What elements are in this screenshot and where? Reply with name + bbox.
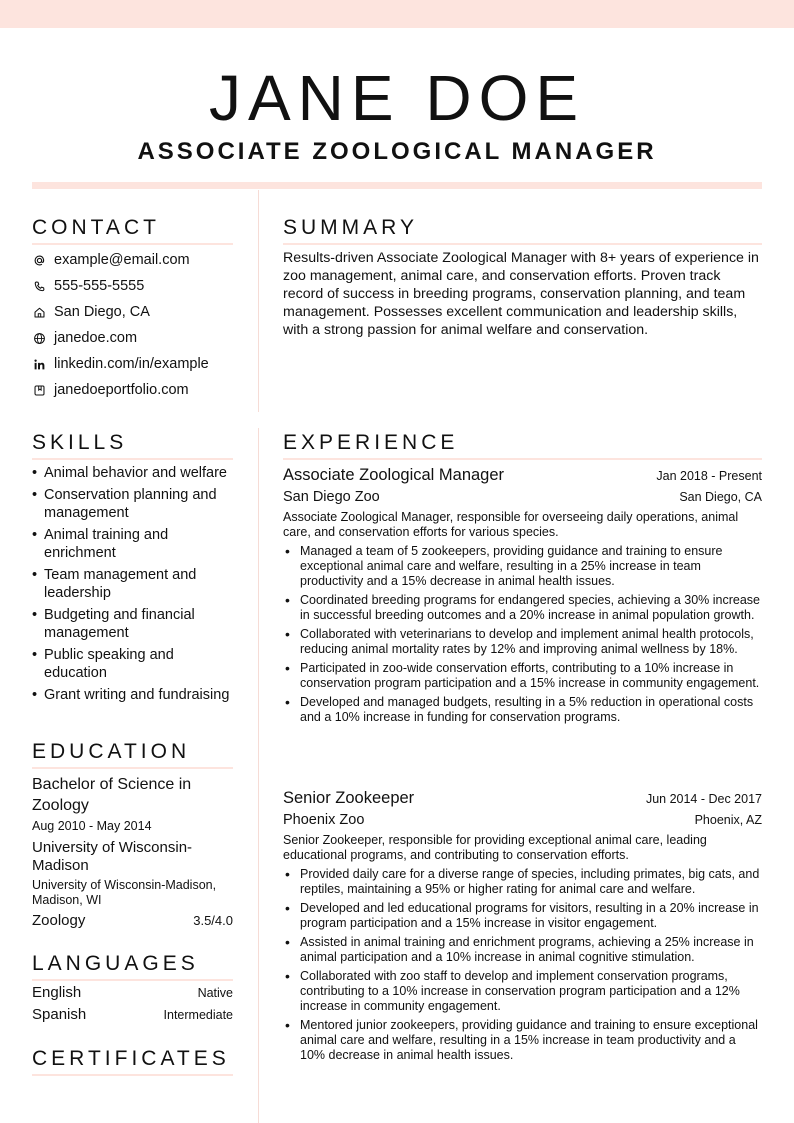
- list-item: • Animal training and enrichment: [32, 526, 237, 562]
- contact-email-text: example@email.com: [54, 252, 190, 268]
- education-degree: Bachelor of Science in Zoology: [32, 776, 192, 814]
- skills-heading: SKILLS: [32, 430, 233, 460]
- job-bullets: [283, 544, 762, 725]
- candidate-role: ASSOCIATE ZOOLOGICAL MANAGER: [137, 138, 657, 165]
- job-title-row: [283, 787, 762, 809]
- list-item: [32, 1006, 233, 1028]
- languages-list: [32, 984, 233, 1028]
- list-item: • Coordinated breeding programs for endangered species, achieving a 30% increase in successful breeding outcomes and a 20% increase in animal population growth.: [283, 593, 762, 623]
- list-item: • Conservation planning and management: [32, 486, 237, 522]
- at-icon: [32, 253, 46, 267]
- portfolio-icon: [32, 383, 46, 397]
- education-field-row: [32, 912, 233, 929]
- education-heading: EDUCATION: [32, 739, 233, 769]
- education-dates: Aug 2010 - May 2014: [32, 819, 152, 833]
- list-item: • Public speaking and education: [32, 646, 237, 682]
- job-location: San Diego, CA: [679, 490, 762, 504]
- column-divider-top: [258, 190, 259, 412]
- contact-portfolio[interactable]: [32, 377, 242, 403]
- education-field: Zoology: [32, 912, 86, 929]
- list-item: • Participated in zoo-wide conservation efforts, contributing to a 10% increase in conservation program participation and a 15% increase in community engagement.: [283, 661, 762, 691]
- job-company-row: [283, 486, 762, 508]
- list-item: • Budgeting and financial management: [32, 606, 237, 642]
- job-bullets: [283, 867, 762, 1063]
- language-name: Spanish: [32, 1006, 87, 1023]
- contact-linkedin-text: linkedin.com/in/example: [54, 356, 209, 372]
- list-item: • Mentored junior zookeepers, providing guidance and training to ensure exceptional animal care and welfare, resulting in a 15% increase in team productivity and a 10% decrease in animal health issues.: [283, 1018, 762, 1063]
- contact-linkedin[interactable]: [32, 351, 242, 377]
- job-entry-2: [283, 787, 762, 1067]
- list-item: • Assisted in animal training and enrichment programs, achieving a 25% increase in animal participation and a 10% increase in animal cognitive stimulation.: [283, 935, 762, 965]
- contact-phone-text: 555-555-5555: [54, 278, 145, 294]
- column-divider-bottom: [258, 428, 259, 1123]
- experience-heading: EXPERIENCE: [283, 430, 762, 460]
- contact-email[interactable]: [32, 247, 242, 273]
- contact-location-text: San Diego, CA: [54, 304, 150, 320]
- contact-website-text: janedoe.com: [54, 330, 138, 346]
- summary-text: Results-driven Associate Zoological Manager with 8+ years of experience in zoo management, animal care, and conservation efforts. Proven track record of success in breeding programs, conservation planning, and team management. Possesses excellent communication and leadership skills, with a strong passion for animal welfare and conservation.: [283, 250, 759, 338]
- certificates-heading: CERTIFICATES: [32, 1046, 233, 1076]
- job-dates: Jan 2018 - Present: [656, 469, 762, 483]
- contact-portfolio-text: janedoeportfolio.com: [54, 382, 189, 398]
- job-title: Associate Zoological Manager: [283, 466, 505, 484]
- candidate-name: JANE DOE: [208, 62, 586, 134]
- contact-phone[interactable]: [32, 273, 242, 299]
- job-description: Senior Zookeeper, responsible for providing exceptional animal care, leading educational programs, and contributing to conservation efforts.: [283, 833, 707, 862]
- list-item: • Developed and led educational programs for visitors, resulting in a 20% increase in program participation and a 15% increase in visitor engagement.: [283, 901, 762, 931]
- contact-heading: CONTACT: [32, 215, 233, 245]
- job-company: Phoenix Zoo: [283, 812, 365, 828]
- phone-icon: [32, 279, 46, 293]
- list-item: • Grant writing and fundraising: [32, 686, 237, 704]
- education-school: University of Wisconsin-Madison: [32, 839, 193, 874]
- contact-list: [32, 247, 242, 403]
- language-level: Intermediate: [163, 1008, 233, 1022]
- contact-website[interactable]: [32, 325, 242, 351]
- list-item: • Animal behavior and welfare: [32, 464, 237, 482]
- globe-icon: [32, 331, 46, 345]
- education-gpa: 3.5/4.0: [193, 913, 233, 928]
- top-accent-bar: [0, 0, 794, 28]
- language-name: English: [32, 984, 82, 1001]
- languages-heading: LANGUAGES: [32, 951, 233, 981]
- education-location: University of Wisconsin-Madison, Madison, WI: [32, 878, 217, 907]
- skills-list: [32, 464, 237, 708]
- job-company: San Diego Zoo: [283, 489, 380, 505]
- list-item: • Developed and managed budgets, resulting in a 5% reduction in operational costs and a 10% increase in funding for conservation programs.: [283, 695, 762, 725]
- list-item: • Managed a team of 5 zookeepers, providing guidance and training to ensure exceptional animal care and welfare, resulting in a 25% increase in team productivity and a 15% decrease in animal health issues.: [283, 544, 762, 589]
- list-item: • Collaborated with zoo staff to develop and implement conservation programs, contributing to a 10% increase in conservation program participation and a 12% increase in community engagement.: [283, 969, 762, 1014]
- language-level: Native: [197, 986, 233, 1000]
- job-entry-1: [283, 464, 762, 729]
- list-item: • Team management and leadership: [32, 566, 237, 602]
- summary-heading: SUMMARY: [283, 215, 762, 245]
- list-item: • Provided daily care for a diverse range of species, including primates, big cats, and reptiles, maintaining a 95% or higher rating for animal care and welfare.: [283, 867, 762, 897]
- linkedin-icon: [32, 357, 46, 371]
- job-title-row: [283, 464, 762, 486]
- contact-location: [32, 299, 242, 325]
- home-icon: [32, 305, 46, 319]
- list-item: • Collaborated with veterinarians to develop and implement animal health protocols, reducing animal mortality rates by 12% and improving animal wellness by 18%.: [283, 627, 762, 657]
- job-title: Senior Zookeeper: [283, 789, 415, 807]
- job-dates: Jun 2014 - Dec 2017: [645, 792, 762, 806]
- header-divider: [32, 182, 762, 189]
- job-description: Associate Zoological Manager, responsible for overseeing daily operations, animal care, and conservation efforts for various species.: [283, 510, 739, 539]
- list-item: [32, 984, 233, 1006]
- job-location: Phoenix, AZ: [694, 813, 762, 827]
- job-company-row: [283, 809, 762, 831]
